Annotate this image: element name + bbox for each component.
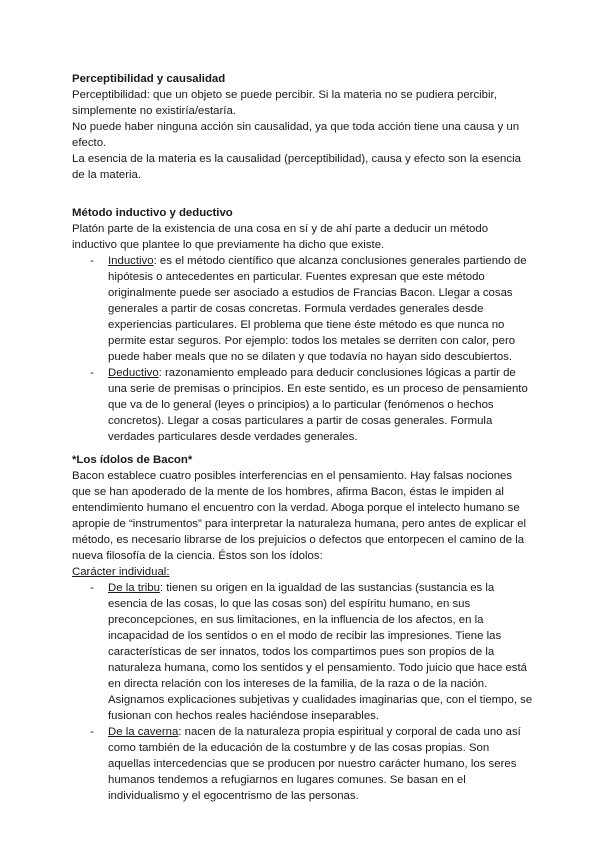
list-item [72, 724, 534, 804]
term-underlined: De la tribu [108, 582, 160, 594]
term-underlined: Inductivo [108, 255, 154, 267]
item-text: : es el método científico que alcanza conclusiones generales partiendo de hipótesis o antecedentes en particular. Fuentes expresan que este método originalmente puede ser asociado a estudios de Francias Bacon. Llegar a cosas generales a partir de cosas concretas. Formula verdades generales desde experiencias particulares. El problema que tiene éste método es que nunca no permite estar seguros. Por ejemplo: todos los metales se derriten con calor, pero puede haber meals que no se dilaten y que todavía no hayan sido descubiertos. [108, 255, 527, 363]
dash-bullet: - [90, 726, 94, 738]
list-item [72, 253, 534, 365]
term-underlined: Deductivo [108, 367, 159, 379]
section-heading: Perceptibilidad y causalidad [72, 73, 226, 85]
item-text: : tienen su origen en la igualdad de las sustancias (sustancia es la esencia de las cosas, lo que las cosas son) del espíritu humano, en sus preconcepciones, en sus limitaciones, en la influencia de los afectos, en la incapacidad de los sentidos o en el modo de recibir las impresiones. Tiene las características de ser innatos, todos los compartimos pues son propios de la naturaleza humana, como los sentidos y el pensamiento. Todo juicio que hace está en directa relación con los intereses de la familia, de la raza o de la nación. Asignamos explicaciones subjetivas y cualidades imaginarias que, con el tiempo, se fusionan con hechos reales haciéndose inseparables. [108, 582, 533, 722]
paragraph: La esencia de la materia es la causalidad (perceptibilidad), causa y efecto son la esencia de la materia. [72, 153, 521, 181]
subheading: Carácter individual: [72, 566, 170, 578]
item-text: : razonamiento empleado para deducir conclusiones lógicas a partir de una serie de premisas o principios. En este sentido, es un proceso de pensamiento que va de lo general (leyes o principios) a lo particular (fenómenos o hechos concretos). Llegar a cosas particulares a partir de cosas generales. Formula verdades particulares desde verdades generales. [108, 367, 528, 443]
paragraph: Perceptibilidad: que un objeto se puede percibir. Si la materia no se pudiera percibir, simplemente no existiría/estaría. [72, 89, 497, 117]
item-text: : nacen de la naturaleza propia espiritual y corporal de cada uno así como también de la educación de la costumbre y de las cosas propias. Son aquellas intercedencias que se producen por nuestro carácter humano, los seres humanos tendemos a refugiarnos en lugares comunes. Se basan en el individualismo y el egocentrismo de las personas. [108, 726, 521, 802]
section-perceptibilidad [72, 71, 534, 183]
dash-bullet: - [90, 582, 94, 594]
bullet-list [72, 253, 534, 445]
term-underlined: De la caverna [108, 726, 179, 738]
section-idolos [72, 452, 534, 804]
section-metodo [72, 205, 534, 445]
bullet-list [72, 580, 534, 804]
section-heading: Método inductivo y deductivo [72, 207, 233, 219]
list-item [72, 580, 534, 724]
dash-bullet: - [90, 255, 94, 267]
paragraph: Platón parte de la existencia de una cosa en sí y de ahí parte a deducir un método inductivo que plantee lo que previamente ha dicho que existe. [72, 223, 489, 251]
dash-bullet: - [90, 367, 94, 379]
list-item [72, 365, 534, 445]
paragraph: No puede haber ninguna acción sin causalidad, ya que toda acción tiene una causa y un efecto. [72, 121, 520, 149]
paragraph: Bacon establece cuatro posibles interferencias en el pensamiento. Hay falsas nociones que se han apoderado de la mente de los hombres, afirma Bacon, éstas le impiden al entendimiento humano el encuentro con la verdad. Aboga porque el intelecto humano se apropie de “instrumentos” para interpretar la naturaleza humana, pero antes de explicar el método, es necesario librarse de los prejuicios o defectos que entorpecen el camino de la nueva filosofía de la ciencia. Éstos son los ídolos: [72, 470, 526, 562]
section-heading: *Los ídolos de Bacon* [72, 454, 193, 466]
